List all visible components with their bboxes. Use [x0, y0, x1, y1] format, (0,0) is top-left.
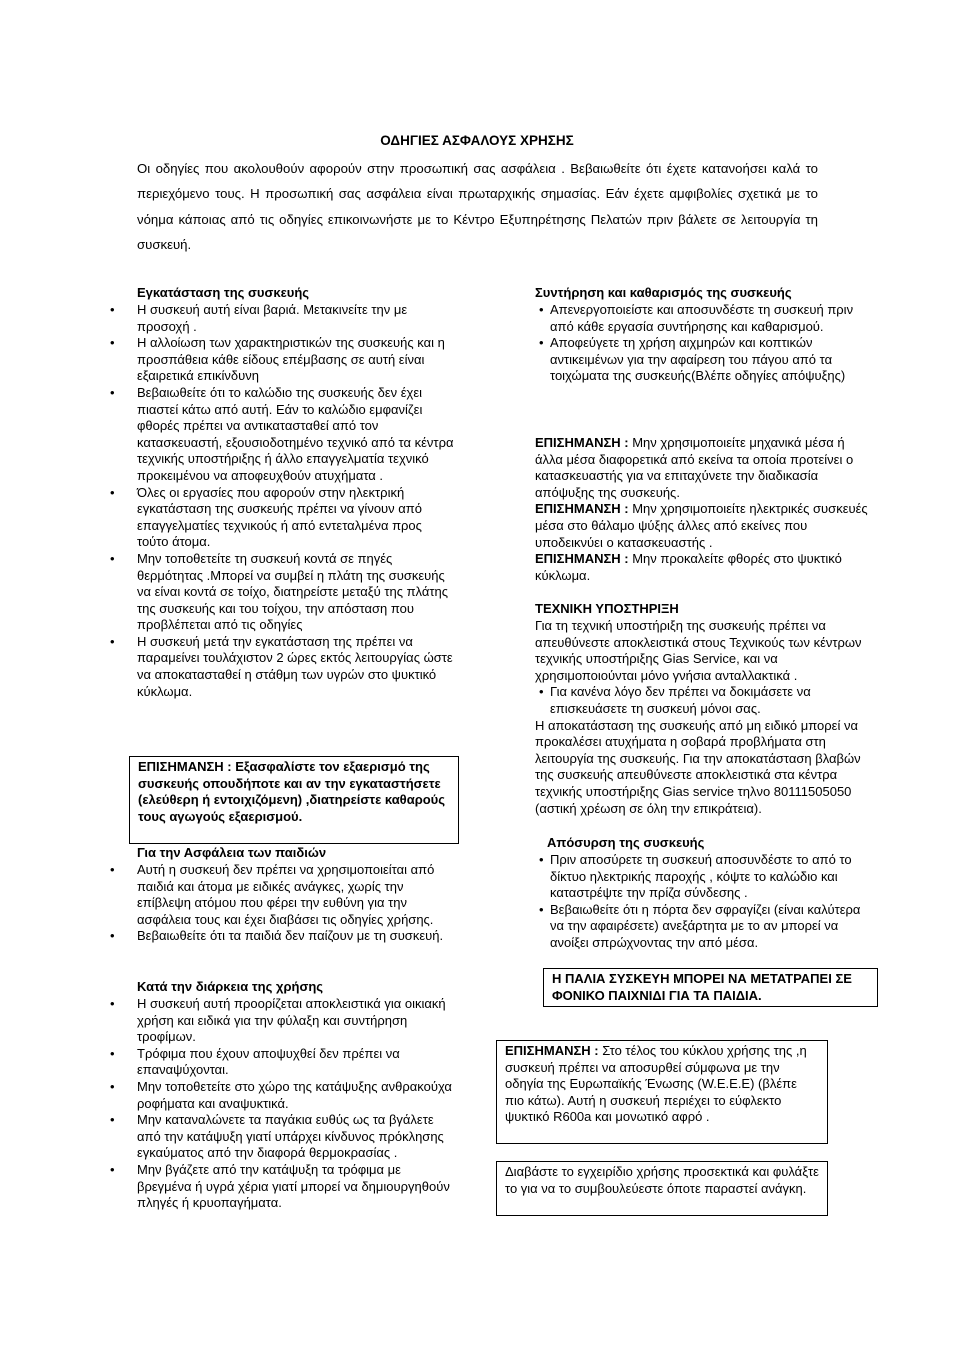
installation-heading: Εγκατάσταση της συσκευής: [137, 285, 310, 300]
list-item: • Αυτή η συσκευή δεν πρέπει να χρησιμοποιείται από παιδιά και άτομα με ειδικές ανάγκες, χωρίς την επίβλεψη ατόμου που φέρει την ευθύνη για την ασφάλεια τους και έχει διαβάσει τις οδηγίες χρήσης.: [110, 862, 455, 928]
list-item: • Η συσκευή αυτή είναι βαριά. Μετακινείτε την με προσοχή .: [110, 302, 455, 335]
list-item: • Μην βγάζετε από την κατάψυξη τα τρόφιμα με βρεγμένα ή υγρά χέρια γιατί μπορεί να δημιουργηθούν πληγές ή κρυοπαγήματα.: [110, 1162, 455, 1212]
support-block: [535, 618, 870, 817]
children-safety-list: [110, 862, 455, 945]
maintenance-list: [535, 302, 870, 385]
note-label: ΕΠΙΣΗΜΑΝΣΗ :: [535, 551, 629, 567]
list-item: • Η συσκευή αυτή προορίζεται αποκλειστικά για οικιακή χρήση και ειδικά για την φύλαξη και συντήρηση τροφίμων.: [110, 996, 455, 1046]
list-item: • Πριν αποσύρετε τη συσκευή αποσυνδέστε το από το δίκτυο ηλεκτρικής παροχής , κόψτε το καλώδιο και καταστρέψτε την πρίζα σύνδεσης .: [535, 852, 870, 902]
note-label: ΕΠΙΣΗΜΑΝΣΗ :: [535, 501, 629, 517]
ventilation-warning-box: ΕΠΙΣΗΜΑΝΣΗ : Εξασφαλίστε τον εξαερισμό της συσκευής οπουδήποτε και αν την εγκαταστήσετε (ελεύθερη ή εντοιχιζόμενη) ,διατηρείστε καθαρούς τους αγωγούς εξαερισμού.: [129, 756, 459, 844]
old-device-warning-box: Η ΠΑΛΙΑ ΣΥΣΚΕΥΗ ΜΠΟΡΕΙ ΝΑ ΜΕΤΑΤΡΑΠΕΙ ΣΕ ΦΟΝΙΚΟ ΠΑΙΧΝΙΔΙ ΓΙΑ ΤΑ ΠΑΙΔΙΑ.: [543, 968, 878, 1007]
weee-notice-box: [496, 1040, 828, 1144]
list-item: • Για κανένα λόγο δεν πρέπει να δοκιμάσετε να επισκευάσετε τη συσκευή μόνοι σας.: [535, 684, 870, 717]
list-item: • Η συσκευή μετά την εγκατάσταση της πρέπει να παραμείνει τουλάχιστον 2 ώρες εκτός λειτουργίας ώστε να αποκατασταθεί η στάθμη των υγρών στο ψυκτικό κύκλωμα.: [110, 634, 455, 700]
disposal-heading: Απόσυρση της συσκευής: [547, 835, 705, 850]
note-paragraph: [535, 501, 870, 551]
support-list: [535, 684, 870, 717]
note-paragraph: [535, 435, 870, 501]
list-item: • Μην τοποθετείτε στο χώρο της κατάψυξης ανθρακούχα ροφήματα και αναψυκτικά.: [110, 1079, 455, 1112]
note-label: ΕΠΙΣΗΜΑΝΣΗ :: [535, 435, 629, 450]
usage-heading: Κατά την διάρκεια της χρήσης: [137, 979, 324, 994]
disposal-list: [535, 852, 870, 952]
note-text: Μην χρησιμοποιείτε μηχανικά μέσα ή άλλα μέσα διαφορετικά από εκείνα τα οποία προτείνει ο κατασκευαστής για να επιταχύνετε την διαδικασία απόψυξης της συσκευής.: [535, 435, 854, 500]
note-paragraph: [535, 551, 870, 584]
list-item: • Όλες οι εργασίες που αφορούν στην ηλεκτρική εγκατάσταση της συσκευής πρέπει να γίνουν από επαγγελματίες τεχνικούς ή από εντεταλμένα προς τούτο άτομα.: [110, 485, 455, 551]
note-text: Μην χρησιμοποιείτε ηλεκτρικές συσκευές μέσα στο θάλαμο ψύξης άλλες από εκείνες που υποδεικνύει ο κατασκευαστής .: [535, 501, 868, 550]
list-item: • Αποφεύγετε τη χρήση αιχμηρών και κοπτικών αντικειμένων για την αφαίρεση του πάγου από τα τοιχώματα της συσκευής(Βλέπε οδηγίες απόψυξης): [535, 335, 870, 385]
list-item: • Η αλλοίωση των χαρακτηριστικών της συσκευής και η προσπάθεια κάθε είδους επέμβασης σε αυτή είναι εξαιρετικά επικίνδυνη: [110, 335, 455, 385]
list-item: • Βεβαιωθείτε ότι τα παιδιά δεν παίζουν με τη συσκευή.: [110, 928, 455, 945]
note-text: Μην προκαλείτε φθορές στο ψυκτικό κύκλωμα.: [535, 551, 842, 583]
notes-block: [535, 435, 870, 584]
list-item: • Απενεργοποιείστε και αποσυνδέστε τη συσκευή πριν από κάθε εργασία συντήρησης και καθαρισμού.: [535, 302, 870, 335]
children-safety-heading: Για την Ασφάλεια των παιδιών: [137, 845, 327, 860]
usage-list: [110, 996, 455, 1212]
list-item: • Βεβαιωθείτε ότι το καλώδιο της συσκευής δεν έχει πιαστεί κάτω από αυτή. Εάν το καλώδιο εμφανίζει φθορές πρέπει να αντικατασταθεί από τον κατασκευαστή, εξουσιοδοτημένο τεχνικό από τα κέντρα τεχνικής υποστήριξης ή άλλο επαγγελματία τεχνικό προκειμένου να αποφευχθούν ατυχήματα .: [110, 385, 455, 485]
read-manual-box: Διαβάστε το εγχειρίδιο χρήσης προσεκτικά και φυλάξτε το για να το συμβουλεύεστε όποτε παραστεί ανάγκη.: [496, 1161, 828, 1216]
weee-text: Στο τέλος του κύκλου χρήσης της ,η συσκευή πρέπει να αποσυρθεί σύμφωνα με την οδηγία της Ευρωπαϊκής Ένωσης (W.E.E.E) (βλέπε πιο κάτω). Αυτή η συσκευή περιέχει το εύφλεκτο ψυκτικό R600a και μονωτικό αφρό .: [505, 1043, 807, 1125]
installation-list: [110, 302, 455, 700]
support-paragraph: Για τη τεχνική υποστήριξη της συσκευής πρέπει να απευθύνεστε αποκλειστικά στους Τεχνικούς των κέντρων τεχνικής υποστήριξης Gias Service, και να χρησιμοποιούνται μόνο γνήσια ανταλλακτικά .: [535, 618, 862, 683]
support-heading: ΤΕΧΝΙΚΗ ΥΠΟΣΤΗΡΙΞΗ: [535, 601, 679, 616]
maintenance-heading: Συντήρηση και καθαρισμός της συσκευής: [535, 285, 792, 300]
intro-paragraph: Οι οδηγίες που ακολουθούν αφορούν στην προσωπική σας ασφάλεια . Βεβαιωθείτε ότι έχετε κατανοήσει καλά το περιεχόμενο τους. Η προσωπική σας ασφάλεια είναι πρωταρχικής σημασίας. Εάν έχετε αμφιβολίες σχετικά με το νόημα κάποιας από τις οδηγίες επικοινωνήστε με το Κέντρο Εξυπηρέτησης Πελατών πριν βάλετε σε λειτουργία τη συσκευή.: [137, 161, 818, 252]
support-paragraph: Η αποκατάσταση της συσκευής από μη ειδικό μπορεί να προκαλέσει ατυχήματα η σοβαρά προβλήματα στη λειτουργία της συσκευής. Για την αποκατάσταση βλαβών της συσκευής απευθύνεστε αποκλειστικά στα κέντρα τεχνικής υποστήριξης Gias service τηλνο 80111505050 (αστική χρέωση σε όλη την επικράτεια).: [535, 717, 861, 816]
list-item: • Μην καταναλώνετε τα παγάκια ευθύς ως τα βγάλετε από την κατάψυξη γιατί υπάρχει κίνδυνος πρόκλησης εγκαύματος από την διαφορά θερμοκρασίας .: [110, 1112, 455, 1162]
list-item: • Βεβαιωθείτε ότι η πόρτα δεν σφραγίζει (είναι καλύτερα να την αφαιρέσετε) ανεξάρτητα με το αν μπορεί να ανοίξει σπρώχνοντας την από μέσα.: [535, 902, 870, 952]
list-item: • Μην τοποθετείτε τη συσκευή κοντά σε πηγές θερμότητας .Μπορεί να συμβεί η πλάτη της συσκευής να είναι κοντά σε τοίχο, διατηρείστε μεταξύ της πλάτης της συσκευής και του τοίχου, την απόσταση που προβλέπεται από τις οδηγίες: [110, 551, 455, 634]
list-item: • Τρόφιμα που έχουν αποψυχθεί δεν πρέπει να επαναψύχονται.: [110, 1046, 455, 1079]
weee-label: ΕΠΙΣΗΜΑΝΣΗ :: [505, 1043, 599, 1058]
page-title: ΟΔΗΓΙΕΣ ΑΣΦΑΛΟΥΣ ΧΡΗΣΗΣ: [380, 133, 574, 148]
